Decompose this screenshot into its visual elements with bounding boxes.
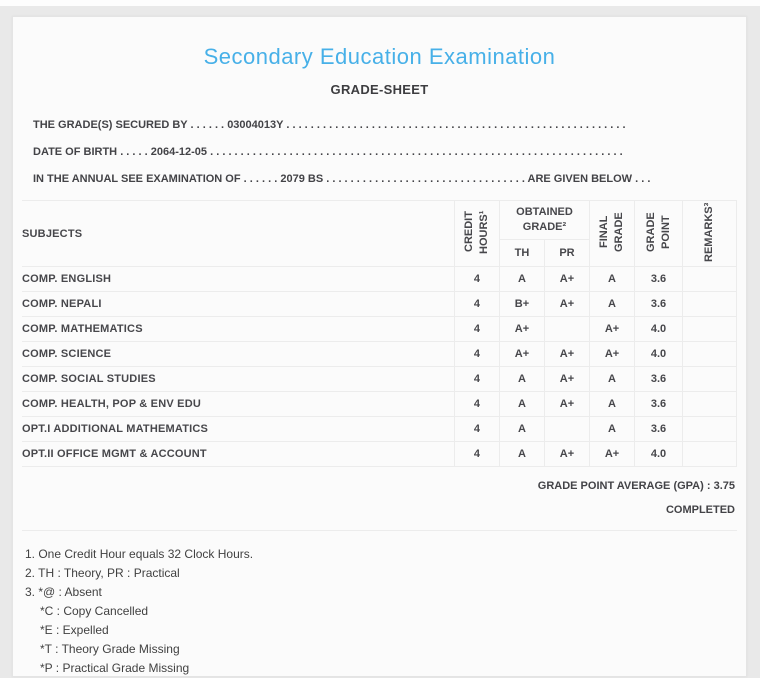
pr-grade-cell: A+ [544, 442, 589, 467]
column-header-remarks [683, 201, 737, 267]
grade-point-cell: 3.6 [635, 292, 683, 317]
final-grade-cell: A [590, 417, 635, 442]
grade-point-cell: 4.0 [635, 442, 683, 467]
result-status-row [22, 504, 737, 531]
remarks-cell [683, 392, 737, 417]
column-header-grade-point [635, 201, 683, 267]
symbol-number-value: 03004013Y [227, 119, 284, 131]
th-grade-cell: A [499, 367, 544, 392]
th-header-label: TH [514, 247, 530, 260]
remarks-cell [683, 442, 737, 467]
subject-cell: COMP. NEPALI [22, 292, 454, 317]
pr-header-label: PR [559, 247, 575, 260]
dotted-leader: . . . [635, 173, 651, 185]
footnote-copy-cancelled: *C : Copy Cancelled [40, 604, 149, 618]
remarks-cell [683, 317, 737, 342]
th-grade-cell: A [499, 267, 544, 292]
page-title: Secondary Education Examination [203, 44, 556, 69]
grade-sheet-card [12, 16, 747, 677]
subject-cell: COMP. ENGLISH [22, 267, 454, 292]
footnotes [25, 545, 737, 678]
column-header-obtained-grade [499, 201, 589, 240]
pr-grade-cell: A+ [544, 342, 589, 367]
remarks-header-label: REMARKS³ [703, 202, 716, 262]
pr-grade-cell: A+ [544, 292, 589, 317]
footnote-th-pr: 2. TH : Theory, PR : Practical [25, 566, 180, 580]
dotted-leader: . . . . . . [243, 173, 278, 185]
table-row [22, 292, 737, 317]
th-grade-cell: A [499, 392, 544, 417]
remarks-cell [683, 342, 737, 367]
candidate-info [33, 112, 726, 193]
obtained-grade-header-label: OBTAINED GRADE² [516, 206, 573, 234]
table-row [22, 317, 737, 342]
th-grade-cell: B+ [499, 292, 544, 317]
table-row [22, 417, 737, 442]
remarks-cell [683, 267, 737, 292]
subject-cell: OPT.II OFFICE MGMT & ACCOUNT [22, 442, 454, 467]
credit-hours-cell: 4 [454, 342, 499, 367]
remarks-cell [683, 292, 737, 317]
pr-grade-cell [544, 317, 589, 342]
info-line-exam-year [33, 166, 726, 193]
table-row [22, 392, 737, 417]
footnote-expelled: *E : Expelled [40, 623, 109, 637]
footnote-theory-grade-missing: *T : Theory Grade Missing [40, 642, 180, 656]
remarks-cell [683, 367, 737, 392]
table-row [22, 267, 737, 292]
final-grade-cell: A [590, 292, 635, 317]
pr-grade-cell [544, 417, 589, 442]
footnote-credit-hours: 1. One Credit Hour equals 32 Clock Hours. [25, 547, 254, 561]
grade-point-cell: 3.6 [635, 367, 683, 392]
pr-grade-cell: A+ [544, 392, 589, 417]
column-header-subjects [22, 201, 454, 267]
credit-hours-cell: 4 [454, 392, 499, 417]
top-strip [0, 0, 760, 6]
dotted-leader: . . . . . . [190, 119, 225, 131]
table-row [22, 367, 737, 392]
th-grade-cell: A [499, 442, 544, 467]
grade-point-cell: 3.6 [635, 267, 683, 292]
remarks-cell [683, 417, 737, 442]
secured-by-label: THE GRADE(S) SECURED BY [33, 119, 188, 131]
final-grade-cell: A+ [590, 342, 635, 367]
credit-hours-cell: 4 [454, 367, 499, 392]
grades-table [22, 200, 737, 467]
column-header-pr [544, 240, 589, 267]
th-grade-cell: A [499, 417, 544, 442]
final-grade-cell: A [590, 392, 635, 417]
credit-hours-header-label: CREDIT HOURS¹ [463, 210, 490, 254]
table-row [22, 342, 737, 367]
info-line-secured-by [33, 112, 726, 139]
dotted-leader: . . . . . . . . . . . . . . . . . . . . . . . . . . . . . . . . . . . . . . . . . . . . . . . . . . . . . . . . . . . . . . . . . . . . [210, 146, 623, 158]
column-header-th [499, 240, 544, 267]
credit-hours-cell: 4 [454, 417, 499, 442]
credit-hours-cell: 4 [454, 267, 499, 292]
subject-cell: COMP. MATHEMATICS [22, 317, 454, 342]
gpa-value: 3.75 [713, 480, 735, 492]
subject-cell: COMP. SOCIAL STUDIES [22, 367, 454, 392]
result-status: COMPLETED [665, 504, 735, 516]
subjects-header-label: SUBJECTS [22, 227, 83, 240]
column-header-credit-hours [454, 201, 499, 267]
column-header-final-grade [590, 201, 635, 267]
grade-point-header-label: GRADE POINT [644, 212, 672, 252]
exam-year-label: IN THE ANNUAL SEE EXAMINATION OF [33, 173, 241, 185]
sheet-subtitle: GRADE-SHEET [330, 82, 429, 97]
credit-hours-cell: 4 [454, 317, 499, 342]
date-of-birth-label: DATE OF BIRTH [33, 146, 118, 158]
th-grade-cell: A+ [499, 342, 544, 367]
pr-grade-cell: A+ [544, 367, 589, 392]
subject-cell: COMP. SCIENCE [22, 342, 454, 367]
th-grade-cell: A+ [499, 317, 544, 342]
credit-hours-cell: 4 [454, 292, 499, 317]
dotted-leader: . . . . . . . . . . . . . . . . . . . . . . . . . . . . . . . . . . . . . . . . . . . . . . . . . . . . . . . . [286, 119, 626, 131]
grade-point-cell: 4.0 [635, 317, 683, 342]
footnote-practical-grade-missing: *P : Practical Grade Missing [40, 661, 190, 675]
grade-point-cell: 3.6 [635, 392, 683, 417]
are-given-below-label: ARE GIVEN BELOW [527, 173, 633, 185]
grade-point-cell: 3.6 [635, 417, 683, 442]
subject-cell: OPT.I ADDITIONAL MATHEMATICS [22, 417, 454, 442]
date-of-birth-value: 2064-12-05 [150, 146, 208, 158]
final-grade-header-label: FINAL GRADE [598, 212, 625, 252]
grade-point-cell: 4.0 [635, 342, 683, 367]
info-line-date-of-birth [33, 139, 726, 166]
footnote-absent: 3. *@ : Absent [25, 585, 102, 599]
final-grade-cell: A [590, 367, 635, 392]
final-grade-cell: A+ [590, 442, 635, 467]
gpa-label: GRADE POINT AVERAGE (GPA) : [537, 480, 711, 492]
subject-cell: COMP. HEALTH, POP & ENV EDU [22, 392, 454, 417]
dotted-leader: . . . . . . . . . . . . . . . . . . . . . . . . . . . . . . . . . [326, 173, 525, 185]
credit-hours-cell: 4 [454, 442, 499, 467]
final-grade-cell: A [590, 267, 635, 292]
exam-year-value: 2079 BS [280, 173, 324, 185]
final-grade-cell: A+ [590, 317, 635, 342]
table-row [22, 442, 737, 467]
pr-grade-cell: A+ [544, 267, 589, 292]
gpa-row [22, 467, 737, 504]
dotted-leader: . . . . . [120, 146, 148, 158]
